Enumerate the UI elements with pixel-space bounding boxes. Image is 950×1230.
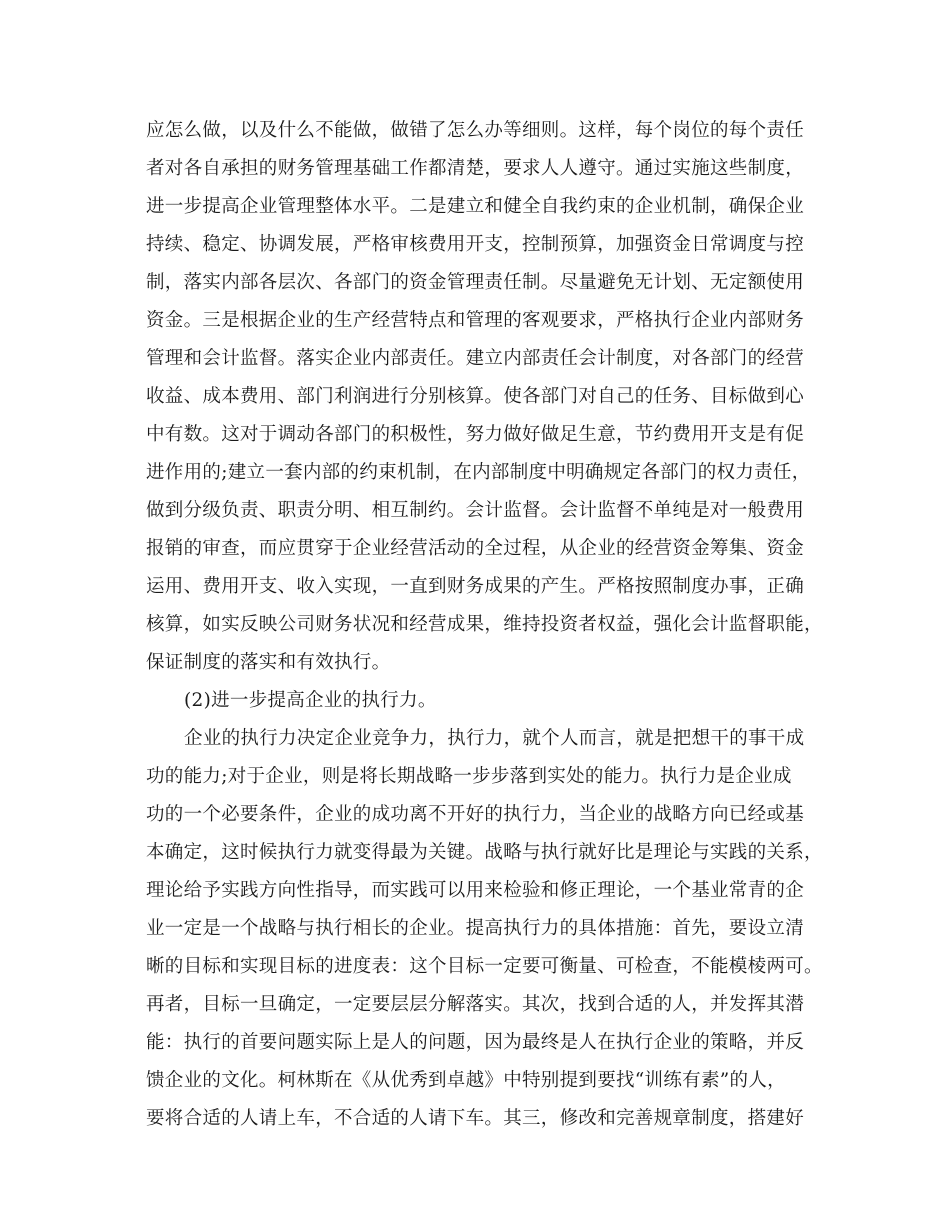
text-line: 本确定，这时候执行力就变得最为关键。战略与执行就好比是理论与实践的关系，: [146, 842, 823, 863]
text-line: 核算，如实反映公司财务状况和经营成果，维持投资者权益，强化会计监督职能，: [146, 614, 823, 635]
text-line: 中有数。这对于调动各部门的积极性，努力做好做足生意，节约费用开支是有促: [146, 424, 805, 445]
text-line: 功的一个必要条件，企业的成功离不开好的执行力，当企业的战略方向已经或基: [146, 804, 805, 825]
text-line: 收益、成本费用、部门利润进行分别核算。使各部门对自己的任务、目标做到心: [146, 386, 805, 407]
text-line: 应怎么做，以及什么不能做，做错了怎么办等细则。这样，每个岗位的每个责任: [146, 120, 805, 141]
text-line: 管理和会计监督。落实企业内部责任。建立内部责任会计制度，对各部门的经营: [146, 348, 805, 369]
text-line: 进作用的;建立一套内部的约束机制，在内部制度中明确规定各部门的权力责任，: [146, 462, 811, 483]
text-line: 者对各自承担的财务管理基础工作都清楚，要求人人遵守。通过实施这些制度，: [146, 158, 805, 179]
text-line: 业一定是一个战略与执行相长的企业。提高执行力的具体措施：首先，要设立清: [146, 918, 805, 939]
text-line: 晰的目标和实现目标的进度表：这个目标一定要可衡量、可检查，不能模棱两可。: [146, 956, 823, 977]
text-line: 做到分级负责、职责分明、相互制约。会计监督。会计监督不单纯是对一般费用: [146, 500, 805, 521]
text-line: 保证制度的落实和有效执行。: [146, 652, 391, 673]
text-line: 报销的审查，而应贯穿于企业经营活动的全过程，从企业的经营资金筹集、资金: [146, 538, 805, 559]
text-line: 企业的执行力决定企业竞争力，执行力，就个人而言，就是把想干的事干成: [184, 728, 805, 749]
text-line: 资金。三是根据企业的生产经营特点和管理的客观要求，严格执行企业内部财务: [146, 310, 805, 331]
text-line: 运用、费用开支、收入实现，一直到财务成果的产生。严格按照制度办事，正确: [146, 576, 805, 597]
text-line: 能：执行的首要问题实际上是人的问题，因为最终是人在执行企业的策略，并反: [146, 1032, 805, 1053]
text-line: 制，落实内部各层次、各部门的资金管理责任制。尽量避免无计划、无定额使用: [146, 272, 805, 293]
text-line: 进一步提高企业管理整体水平。二是建立和健全自我约束的企业机制，确保企业: [146, 196, 805, 217]
text-line: 理论给予实践方向性指导，而实践可以用来检验和修正理论，一个基业常青的企: [146, 880, 805, 901]
text-line: 馈企业的文化。柯林斯在《从优秀到卓越》中特别提到要找“训练有素”的人，: [146, 1070, 786, 1091]
text-line: 功的能力;对于企业，则是将长期战略一步步落到实处的能力。执行力是企业成: [146, 766, 792, 787]
text-line: 持续、稳定、协调发展，严格审核费用开支，控制预算，加强资金日常调度与控: [146, 234, 805, 255]
text-line: 要将合适的人请上车，不合适的人请下车。其三，修改和完善规章制度，搭建好: [146, 1108, 805, 1129]
text-line: 再者，目标一旦确定，一定要层层分解落实。其次，找到合适的人，并发挥其潜: [146, 994, 805, 1015]
section-heading: (2)进一步提高企业的执行力。: [184, 690, 437, 711]
